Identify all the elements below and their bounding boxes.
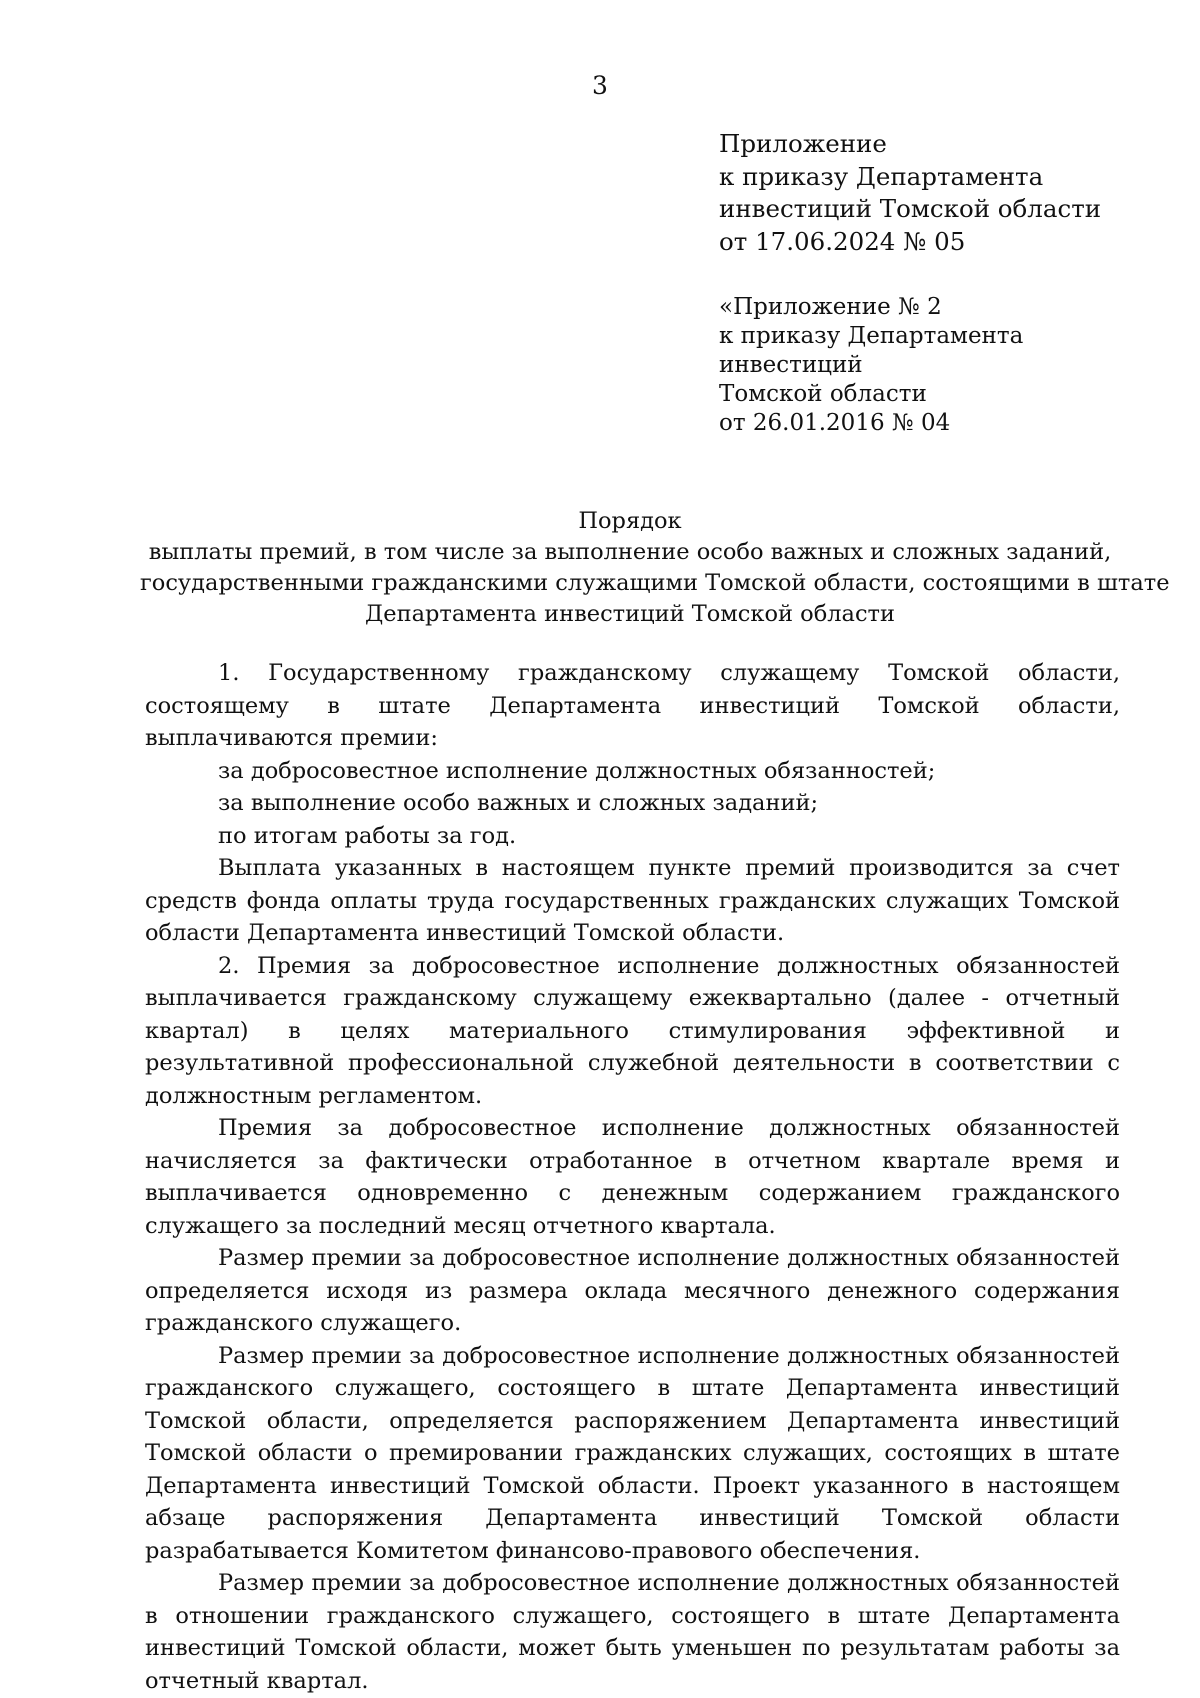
paragraph: Размер премии за добросовестное исполнение должностных обязанностей в отношении гражданского служащего, состоящего в штате Департамента инвестиций Томской области, может быть уменьшен по результатам работы за отчетный квартал. — [145, 1570, 1120, 1694]
appendix-header — [719, 128, 1159, 258]
appendix-ref-line: Томской области — [719, 381, 927, 407]
appendix-ref-line: инвестиций — [719, 352, 863, 378]
page-number: 3 — [592, 71, 608, 100]
appendix-line: от 17.06.2024 № 05 — [719, 226, 966, 256]
paragraph: 1. Государственному гражданскому служащему Томской области, состоящему в штате Департамента инвестиций Томской области, выплачиваются премии: — [145, 660, 1120, 751]
list-item: за добросовестное исполнение должностных обязанностей; — [218, 757, 936, 784]
list-item: за выполнение особо важных и сложных заданий; — [218, 790, 819, 816]
paragraph: Премия за добросовестное исполнение должностных обязанностей начисляется за фактически отработанное в отчетном квартале время и выплачивается одновременно с денежным содержанием гражданского служащего за последний месяц отчетного квартала. — [145, 1115, 1120, 1239]
appendix-reference — [719, 293, 1159, 438]
paragraph: Размер премии за добросовестное исполнение должностных обязанностей гражданского служащего, состоящего в штате Департамента инвестиций Томской области, определяется распоряжением Департамента инвестиций Томской области о премировании гражданских служащих, состоящих в штате Департамента инвестиций Томской области. Проект указанного в настоящем абзаце распоряжения Департамента инвестиций Томской области разрабатывается Комитетом финансово-правового обеспечения. — [145, 1342, 1120, 1564]
list-item: по итогам работы за год. — [218, 822, 517, 849]
appendix-ref-line: от 26.01.2016 № 04 — [719, 410, 951, 436]
paragraph: 2. Премия за добросовестное исполнение должностных обязанностей выплачивается гражданскому служащему ежеквартально (далее - отчетный квартал) в целях материального стимулирования эффективной и результативной профессиональной служебной деятельности в соответствии с должностным регламентом. — [145, 952, 1120, 1109]
appendix-line: Приложение — [719, 129, 887, 158]
document-title — [140, 506, 1170, 630]
title-heading: Порядок — [578, 508, 682, 534]
title-line: Департамента инвестиций Томской области — [364, 601, 895, 627]
document-body — [145, 657, 1120, 1697]
appendix-line: к приказу Департамента — [719, 161, 1044, 191]
paragraph: Размер премии за добросовестное исполнение должностных обязанностей определяется исходя из размера оклада месячного денежного содержания гражданского служащего. — [145, 1245, 1120, 1336]
paragraph: Выплата указанных в настоящем пункте премий производится за счет средств фонда оплаты труда государственных гражданских служащих Томской области Департамента инвестиций Томской области. — [145, 855, 1120, 946]
title-line: выплаты премий, в том числе за выполнение особо важных и сложных заданий, — [148, 539, 1112, 565]
appendix-line: инвестиций Томской области — [719, 194, 1102, 223]
title-line: государственными гражданскими служащими Томской области, состоящими в штате — [140, 570, 1170, 596]
appendix-ref-line: к приказу Департамента — [719, 323, 1024, 349]
appendix-ref-line: «Приложение № 2 — [719, 294, 942, 320]
